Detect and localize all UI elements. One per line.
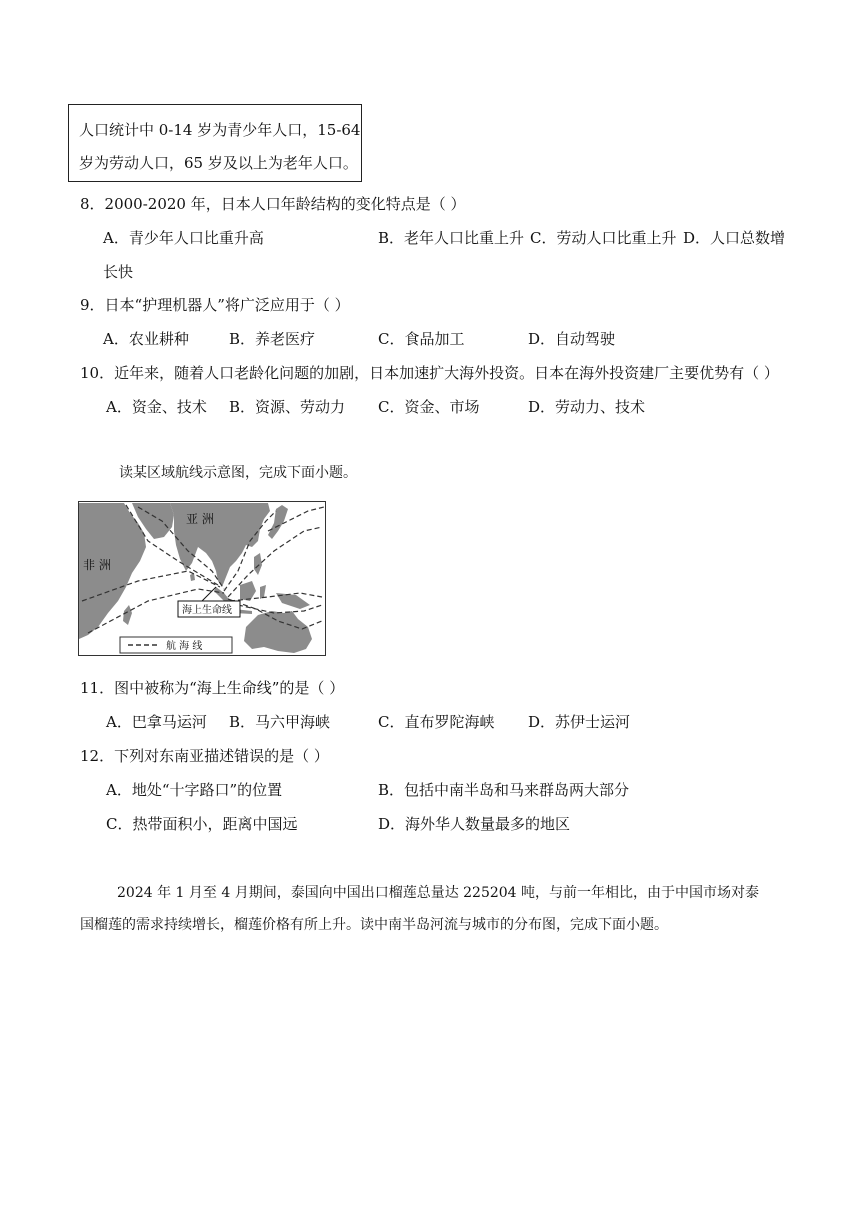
question-8-option-d[interactable]: D．人口总数增 (683, 229, 786, 247)
note-line-1: 人口统计中 0-14 岁为青少年人口，15-64 (79, 121, 361, 139)
durian-intro-line-2: 国榴莲的需求持续增长，榴莲价格有所上升。读中南半岛河流与城市的分布图，完成下面小题。 (80, 917, 668, 933)
legend-label: 航 海 线 (166, 641, 203, 652)
definition-note-box (68, 104, 362, 182)
asia-label: 亚 洲 (186, 512, 214, 526)
question-11-option-d[interactable]: D．苏伊士运河 (528, 713, 631, 731)
question-8-stem: 8．2000-2020 年，日本人口年龄结构的变化特点是（ ） (80, 195, 466, 213)
map-figure (78, 501, 326, 656)
question-8-option-c[interactable]: C．劳动人口比重上升 (530, 229, 677, 247)
question-10-option-d[interactable]: D．劳动力、技术 (528, 398, 646, 416)
question-8-option-b[interactable]: B．老年人口比重上升 (378, 229, 525, 247)
question-8-option-d-continued: 长快 (103, 263, 134, 281)
question-12-option-b[interactable]: B．包括中南半岛和马来群岛两大部分 (378, 781, 630, 799)
question-9-option-c[interactable]: C．食品加工 (378, 330, 465, 348)
question-12-option-d[interactable]: D．海外华人数量最多的地区 (378, 815, 571, 833)
africa-label: 非 洲 (83, 558, 111, 572)
question-12-stem: 12．下列对东南亚描述错误的是（ ） (80, 747, 329, 765)
lifeline-label: 海上生命线 (182, 605, 232, 616)
question-11-option-b[interactable]: B．马六甲海峡 (229, 713, 331, 731)
question-10-option-b[interactable]: B．资源、劳动力 (229, 398, 346, 416)
question-10-stem: 10．近年来，随着人口老龄化问题的加剧，日本加速扩大海外投资。日本在海外投资建厂主要优势有（ ） (80, 364, 779, 382)
question-9-option-b[interactable]: B．养老医疗 (229, 330, 316, 348)
question-9-stem: 9．日本“护理机器人”将广泛应用于（ ） (80, 296, 350, 314)
note-line-2: 岁为劳动人口，65 岁及以上为老年人口。 (79, 154, 358, 172)
question-10-option-a[interactable]: A．资金、技术 (106, 398, 207, 416)
shipping-route-map (78, 501, 326, 656)
map-intro-text: 读某区域航线示意图，完成下面小题。 (119, 465, 357, 481)
question-12-option-c[interactable]: C．热带面积小，距离中国远 (106, 815, 298, 833)
question-12-option-a[interactable]: A．地处“十字路口”的位置 (106, 781, 283, 799)
question-8-option-a[interactable]: A．青少年人口比重升高 (103, 229, 264, 247)
durian-intro-line-1: 2024 年 1 月至 4 月期间，泰国向中国出口榴莲总量达 225204 吨，与前一年相比，由于中国市场对泰 (117, 885, 760, 901)
question-11-option-a[interactable]: A．巴拿马运河 (106, 713, 207, 731)
question-11-option-c[interactable]: C．直布罗陀海峡 (378, 713, 495, 731)
question-9-option-d[interactable]: D．自动驾驶 (528, 330, 616, 348)
question-11-stem: 11．图中被称为“海上生命线”的是（ ） (80, 679, 345, 697)
question-10-option-c[interactable]: C．资金、市场 (378, 398, 480, 416)
question-9-option-a[interactable]: A．农业耕种 (103, 330, 189, 348)
